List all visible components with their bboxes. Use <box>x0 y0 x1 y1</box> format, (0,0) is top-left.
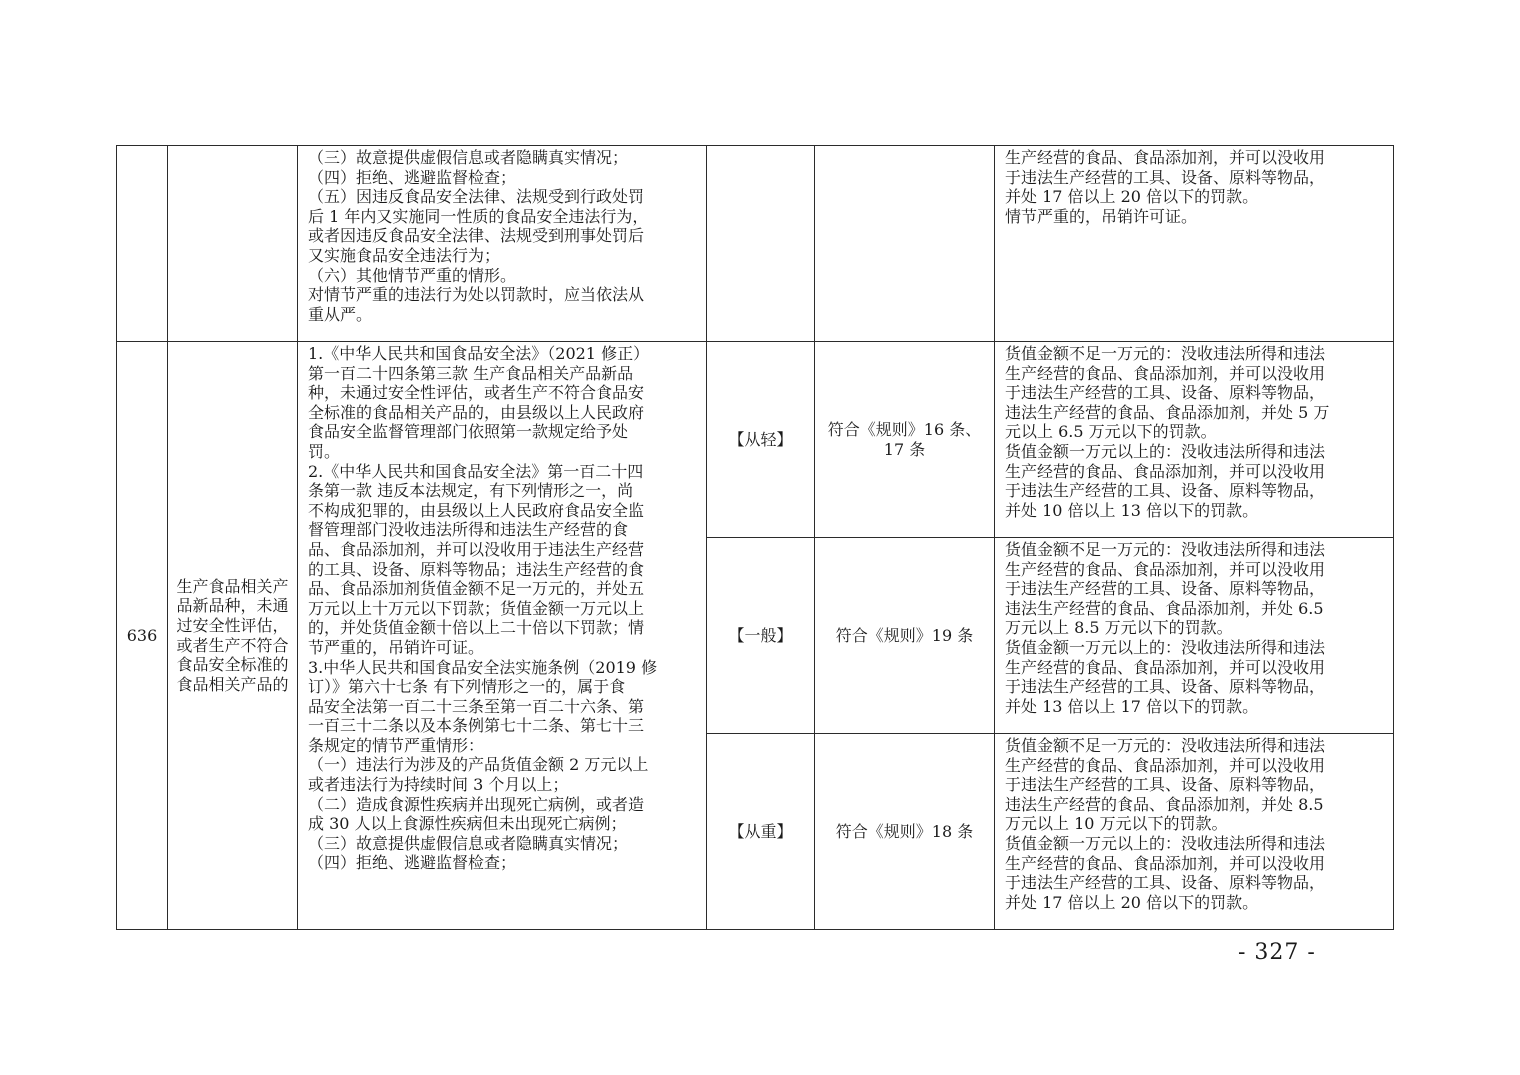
text-line: 种，未通过安全性评估，或者生产不符合食品安 <box>308 383 645 403</box>
level-cell <box>707 342 815 538</box>
basis-cell <box>815 734 995 930</box>
text-line: 第一百二十四条第三款 生产食品相关产品新品 <box>308 363 634 383</box>
text-line: 品、食品添加剂货值金额不足一万元的，并处五 <box>308 579 645 599</box>
level-label: 【从重】 <box>728 821 793 841</box>
table-row <box>117 342 1394 538</box>
text-line: 的工具、设备、原料等物品；违法生产经营的食 <box>308 559 645 579</box>
penalty-text <box>995 538 1393 716</box>
text-line: （六）其他情节严重的情形。 <box>308 265 517 285</box>
text-line: 违法生产经营的食品、食品添加剂，并处 5 万 <box>1005 402 1330 422</box>
level-cell <box>707 734 815 930</box>
text-line: 或者因违反食品安全法律、法规受到刑事处罚后 <box>308 226 645 246</box>
text-line: 重从严。 <box>308 304 373 324</box>
text-line: 不构成犯罪的，由县级以上人民政府食品安全监 <box>308 500 645 520</box>
text-line: 并处 17 倍以上 20 倍以下的罚款。 <box>1005 187 1259 207</box>
level-cell-empty <box>707 146 815 342</box>
text-line: 又实施食品安全违法行为； <box>308 245 501 265</box>
text-line: （五）因违反食品安全法律、法规受到行政处罚 <box>308 187 645 207</box>
text-line: 于违法生产经营的工具、设备、原料等物品， <box>1005 873 1326 893</box>
text-line: （三）故意提供虚假信息或者隐瞒真实情况； <box>308 833 629 853</box>
basis-text: 符合《规则》16 条、17 条 <box>827 419 982 459</box>
text-line: 品安全法第一百二十三条至第一百二十六条、第 <box>308 696 645 716</box>
text-line: 生产经营的食品、食品添加剂，并可以没收用 <box>1005 148 1326 167</box>
page-number: - 327 - <box>1238 940 1316 965</box>
basis-text: 符合《规则》19 条 <box>835 625 974 645</box>
provisions-text <box>298 146 706 324</box>
text-line: 货值金额不足一万元的：没收违法所得和违法 <box>1005 540 1326 559</box>
penalty-text <box>995 734 1393 912</box>
text-line: 于违法生产经营的工具、设备、原料等物品， <box>1005 775 1326 795</box>
basis-cell <box>815 538 995 734</box>
text-line: 一百三十二条以及本条例第七十二条、第七十三 <box>308 716 645 736</box>
text-line: 生产经营的食品、食品添加剂，并可以没收用 <box>1005 657 1326 677</box>
text-line: 货值金额一万元以上的：没收违法所得和违法 <box>1005 441 1326 461</box>
text-line: 条第一款 违反本法规定，有下列情形之一，尚 <box>308 481 634 501</box>
text-line: 或者违法行为持续时间 3 个月以上； <box>308 775 569 795</box>
text-line: （三）故意提供虚假信息或者隐瞒真实情况； <box>308 148 629 167</box>
text-line: （四）拒绝、逃避监督检查； <box>308 167 517 187</box>
text-line: 货值金额不足一万元的：没收违法所得和违法 <box>1005 736 1326 755</box>
continuation-row <box>117 146 1394 342</box>
text-line: 于违法生产经营的工具、设备、原料等物品， <box>1005 383 1326 403</box>
basis-cell <box>815 342 995 538</box>
level-label: 【从轻】 <box>728 429 793 449</box>
text-line: （二）造成食源性疾病并出现死亡病例，或者造 <box>308 794 645 814</box>
text-line: 并处 17 倍以上 20 倍以下的罚款。 <box>1005 892 1259 912</box>
text-line: 违法生产经营的食品、食品添加剂，并处 6.5 <box>1005 598 1324 618</box>
text-line: 并处 10 倍以上 13 倍以下的罚款。 <box>1005 500 1259 520</box>
violation-cell-empty <box>168 146 298 342</box>
entry-number: 636 <box>126 625 158 645</box>
text-line: 货值金额一万元以上的：没收违法所得和违法 <box>1005 637 1326 657</box>
text-line: 订）》第六十七条 有下列情形之一的，属于食 <box>308 677 626 697</box>
text-line: 节严重的，吊销许可证。 <box>308 637 485 657</box>
text-line: 生产经营的食品、食品添加剂，并可以没收用 <box>1005 853 1326 873</box>
text-line: 罚。 <box>308 441 341 461</box>
penalty-cell <box>995 146 1394 342</box>
text-line: 违法生产经营的食品、食品添加剂，并处 8.5 <box>1005 794 1324 814</box>
level-label: 【一般】 <box>728 625 793 645</box>
text-line: 2.《中华人民共和国食品安全法》第一百二十四 <box>308 461 644 481</box>
penalty-cell <box>995 734 1394 930</box>
level-cell <box>707 538 815 734</box>
text-line: 生产经营的食品、食品添加剂，并可以没收用 <box>1005 461 1326 481</box>
text-line: 1.《中华人民共和国食品安全法》（2021 修正） <box>308 344 650 363</box>
text-line: 生产经营的食品、食品添加剂，并可以没收用 <box>1005 363 1326 383</box>
text-line: 于违法生产经营的工具、设备、原料等物品， <box>1005 579 1326 599</box>
number-cell-empty <box>117 146 168 342</box>
provisions-text <box>298 342 706 873</box>
penalty-table <box>116 145 1394 930</box>
text-line: 3.中华人民共和国食品安全法实施条例（2019 修 <box>308 657 658 677</box>
penalty-text <box>995 342 1393 520</box>
text-line: 元以上 6.5 万元以下的罚款。 <box>1005 422 1217 442</box>
text-line: （一）违法行为涉及的产品货值金额 2 万元以上 <box>308 755 649 775</box>
provisions-cell <box>298 146 707 342</box>
text-line: 督管理部门没收违法所得和违法生产经营的食 <box>308 520 629 540</box>
basis-text: 符合《规则》18 条 <box>835 821 974 841</box>
penalty-text <box>995 146 1393 226</box>
text-line: 万元以上十万元以下罚款；货值金额一万元以上 <box>308 598 645 618</box>
text-line: 对情节严重的违法行为处以罚款时，应当依法从 <box>308 285 645 305</box>
text-line: （四）拒绝、逃避监督检查； <box>308 853 517 873</box>
text-line: 货值金额不足一万元的：没收违法所得和违法 <box>1005 344 1326 363</box>
text-line: 的，并处货值金额十倍以上二十倍以下罚款；情 <box>308 618 645 638</box>
text-line: 万元以上 10 万元以下的罚款。 <box>1005 814 1228 834</box>
text-line: 生产经营的食品、食品添加剂，并可以没收用 <box>1005 559 1326 579</box>
text-line: 于违法生产经营的工具、设备、原料等物品， <box>1005 481 1326 501</box>
text-line: 情节严重的，吊销许可证。 <box>1005 206 1198 226</box>
text-line: 货值金额一万元以上的：没收违法所得和违法 <box>1005 833 1326 853</box>
text-line: 食品安全监督管理部门依照第一款规定给予处 <box>308 422 629 442</box>
text-line: 生产经营的食品、食品添加剂，并可以没收用 <box>1005 755 1326 775</box>
text-line: 并处 13 倍以上 17 倍以下的罚款。 <box>1005 696 1259 716</box>
text-line: 品、食品添加剂，并可以没收用于违法生产经营 <box>308 539 645 559</box>
basis-cell-empty <box>815 146 995 342</box>
provisions-cell <box>298 342 707 930</box>
text-line: 于违法生产经营的工具、设备、原料等物品， <box>1005 677 1326 697</box>
violation-cell <box>168 342 298 930</box>
penalty-cell <box>995 538 1394 734</box>
text-line: 后 1 年内又实施同一性质的食品安全违法行为， <box>308 206 649 226</box>
text-line: 全标准的食品相关产品的，由县级以上人民政府 <box>308 402 645 422</box>
entry-number-cell <box>117 342 168 930</box>
penalty-cell <box>995 342 1394 538</box>
text-line: 条规定的情节严重情形： <box>308 735 485 755</box>
text-line: 成 30 人以上食源性疾病但未出现死亡病例； <box>308 814 627 834</box>
violation-text: 生产食品相关产品新品种，未通过安全性评估，或者生产不符合食品安全标准的食品相关产品的 <box>176 576 289 694</box>
text-line: 万元以上 8.5 万元以下的罚款。 <box>1005 618 1233 638</box>
text-line: 于违法生产经营的工具、设备、原料等物品， <box>1005 167 1326 187</box>
